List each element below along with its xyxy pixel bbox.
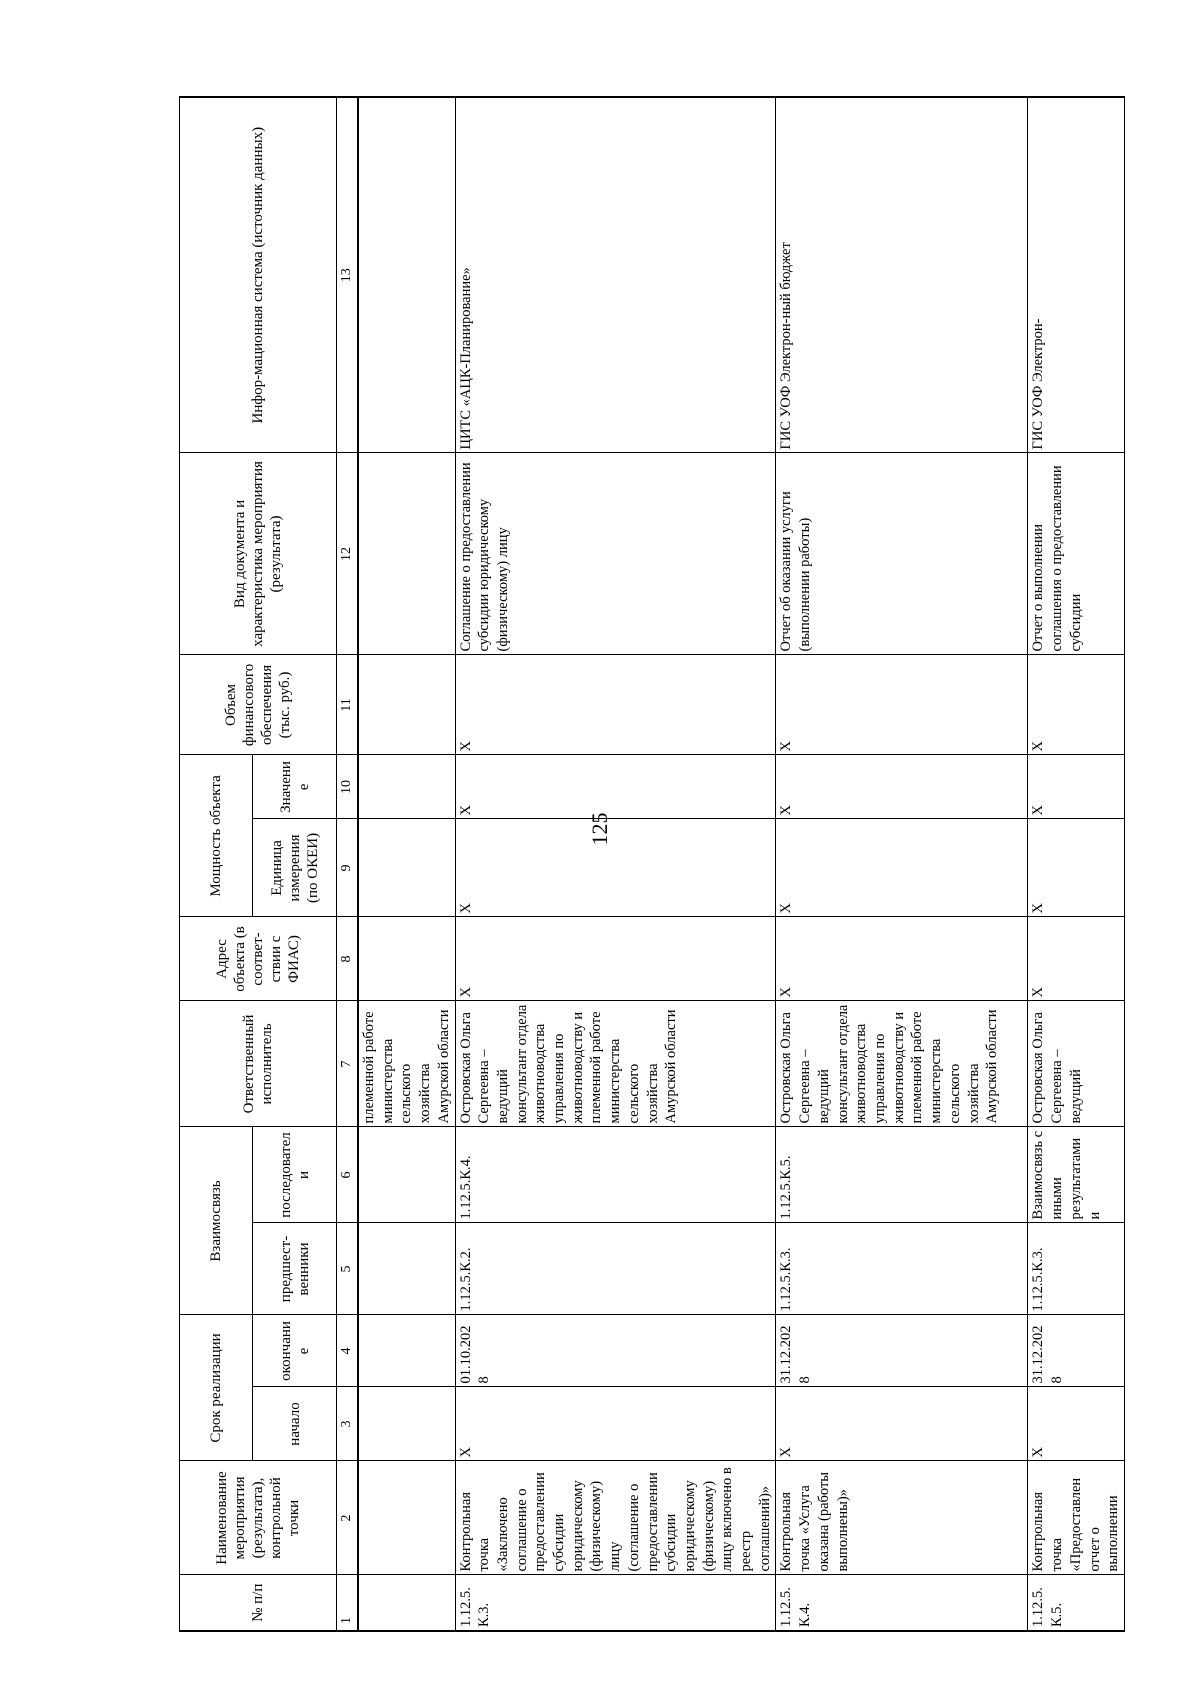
colnum: 9: [337, 819, 359, 917]
cell-start: [358, 1387, 455, 1461]
cell-pred: 1.12.5.К.2.: [455, 1223, 776, 1315]
cell-start: X: [776, 1387, 1028, 1461]
cell-pred: 1.12.5.К.3.: [1028, 1223, 1125, 1315]
cell-succ: 1.12.5.К.5.: [776, 1127, 1028, 1223]
cell-value: X: [776, 755, 1028, 819]
table-row: [358, 97, 455, 1631]
header-srok: Срок реализации: [180, 1315, 253, 1461]
cell-responsible: Островская Ольга Сергеевна – ведущий: [1028, 1001, 1125, 1127]
colnum: 1: [337, 1575, 359, 1631]
cell-num: 1.12.5.К.5.: [1028, 1575, 1125, 1631]
cell-doc: Отчет о выполнении соглашения о предоставлении субсидии: [1028, 453, 1125, 655]
cell-address: X: [776, 917, 1028, 1001]
cell-responsible: Островская Ольга Сергеевна – ведущий консультант отдела животноводства управления по животноводству и племенной работе министерства сельского хозяйства Амурской области: [776, 1001, 1028, 1127]
header-doc: Вид документа и характеристика мероприятия (результата): [180, 453, 337, 655]
colnum: 3: [337, 1387, 359, 1461]
rotated-page: [179, 98, 1200, 1632]
cell-value: X: [455, 755, 776, 819]
cell-num: [358, 1575, 455, 1631]
table-row: [776, 97, 1028, 1631]
cell-unit: [358, 819, 455, 917]
header-num: № п/п: [180, 1575, 337, 1631]
colnum: 6: [337, 1127, 359, 1223]
cell-succ: [358, 1127, 455, 1223]
cell-succ: Взаимосвязь с иными результатами и: [1028, 1127, 1125, 1223]
cell-pred: 1.12.5.К.3.: [776, 1223, 1028, 1315]
colnum: 11: [337, 655, 359, 755]
cell-volume: [358, 655, 455, 755]
cell-name: [358, 1461, 455, 1575]
header-end: окончание: [253, 1315, 337, 1387]
header-vzaim: Взаимосвязь: [180, 1127, 253, 1315]
cell-start: X: [1028, 1387, 1125, 1461]
table-header: [180, 97, 359, 1631]
header-volume: Объем финансового обеспечения (тыс. руб.): [180, 655, 337, 755]
cell-name: Контрольная точка «Заключено соглашение о предоставлении субсидии юридическому (физическому) лицу (соглашение о предоставлении субсидии юридическому (физическому) лицу включено в реестр соглашений)»: [455, 1461, 776, 1575]
plan-table: [179, 96, 1125, 1632]
cell-succ: 1.12.5.К.4.: [455, 1127, 776, 1223]
cell-responsible: Островская Ольга Сергеевна – ведущий консультант отдела животноводства управления по животноводству и племенной работе министерства сельского хозяйства Амурской области: [455, 1001, 776, 1127]
header-succ: последователи: [253, 1127, 337, 1223]
header-moshch: Мощность объекта: [180, 755, 253, 917]
cell-value: X: [1028, 755, 1125, 819]
cell-system: ЦИТС «АЦК-Планирование»: [455, 97, 776, 453]
table-row: [1028, 97, 1125, 1631]
cell-volume: X: [455, 655, 776, 755]
table-row: [455, 97, 776, 1631]
cell-address: X: [455, 917, 776, 1001]
cell-name: Контрольная точка «Предоставлен отчет о выполнении: [1028, 1461, 1125, 1575]
cell-end: 31.12.2028: [776, 1315, 1028, 1387]
cell-volume: X: [776, 655, 1028, 755]
cell-address: [358, 917, 455, 1001]
cell-system: [358, 97, 455, 453]
header-value: Значение: [253, 755, 337, 819]
cell-pred: [358, 1223, 455, 1315]
header-system: Инфор-мационная система (источник данных): [180, 97, 337, 453]
header-responsible: Ответственный исполнитель: [180, 1001, 337, 1127]
column-numbers-row: [337, 97, 359, 1631]
cell-unit: X: [1028, 819, 1125, 917]
cell-responsible: племенной работе министерства сельского хозяйства Амурской области: [358, 1001, 455, 1127]
colnum: 4: [337, 1315, 359, 1387]
header-name: Наименование мероприятия (результата), контрольной точки: [180, 1461, 337, 1575]
header-pred: предшест-венники: [253, 1223, 337, 1315]
colnum: 10: [337, 755, 359, 819]
header-unit: Единица измерения (по ОКЕИ): [253, 819, 337, 917]
cell-volume: X: [1028, 655, 1125, 755]
cell-value: [358, 755, 455, 819]
colnum: 8: [337, 917, 359, 1001]
cell-num: 1.12.5.К.3.: [455, 1575, 776, 1631]
colnum: 5: [337, 1223, 359, 1315]
cell-doc: Отчет об оказании услуги (выполнении работы): [776, 453, 1028, 655]
cell-end: 01.10.2028: [455, 1315, 776, 1387]
cell-doc: Соглашение о предоставлении субсидии юридическому (физическому) лицу: [455, 453, 776, 655]
cell-end: 31.12.2028: [1028, 1315, 1125, 1387]
cell-start: X: [455, 1387, 776, 1461]
colnum: 13: [337, 97, 359, 453]
cell-unit: X: [455, 819, 776, 917]
colnum: 2: [337, 1461, 359, 1575]
cell-address: X: [1028, 917, 1125, 1001]
cell-doc: [358, 453, 455, 655]
cell-system: ГИС УОФ Электрон-: [1028, 97, 1125, 453]
colnum: 12: [337, 453, 359, 655]
colnum: 7: [337, 1001, 359, 1127]
cell-system: ГИС УОФ Электрон-ный бюджет: [776, 97, 1028, 453]
cell-unit: X: [776, 819, 1028, 917]
header-address: Адрес объекта (в соответ-ствии с ФИАС): [180, 917, 337, 1001]
cell-num: 1.12.5.К.4.: [776, 1575, 1028, 1631]
header-start: начало: [253, 1387, 337, 1461]
page-number: 125: [587, 812, 612, 846]
cell-name: Контрольная точка «Услуга оказана (работы выполнены)»: [776, 1461, 1028, 1575]
cell-end: [358, 1315, 455, 1387]
